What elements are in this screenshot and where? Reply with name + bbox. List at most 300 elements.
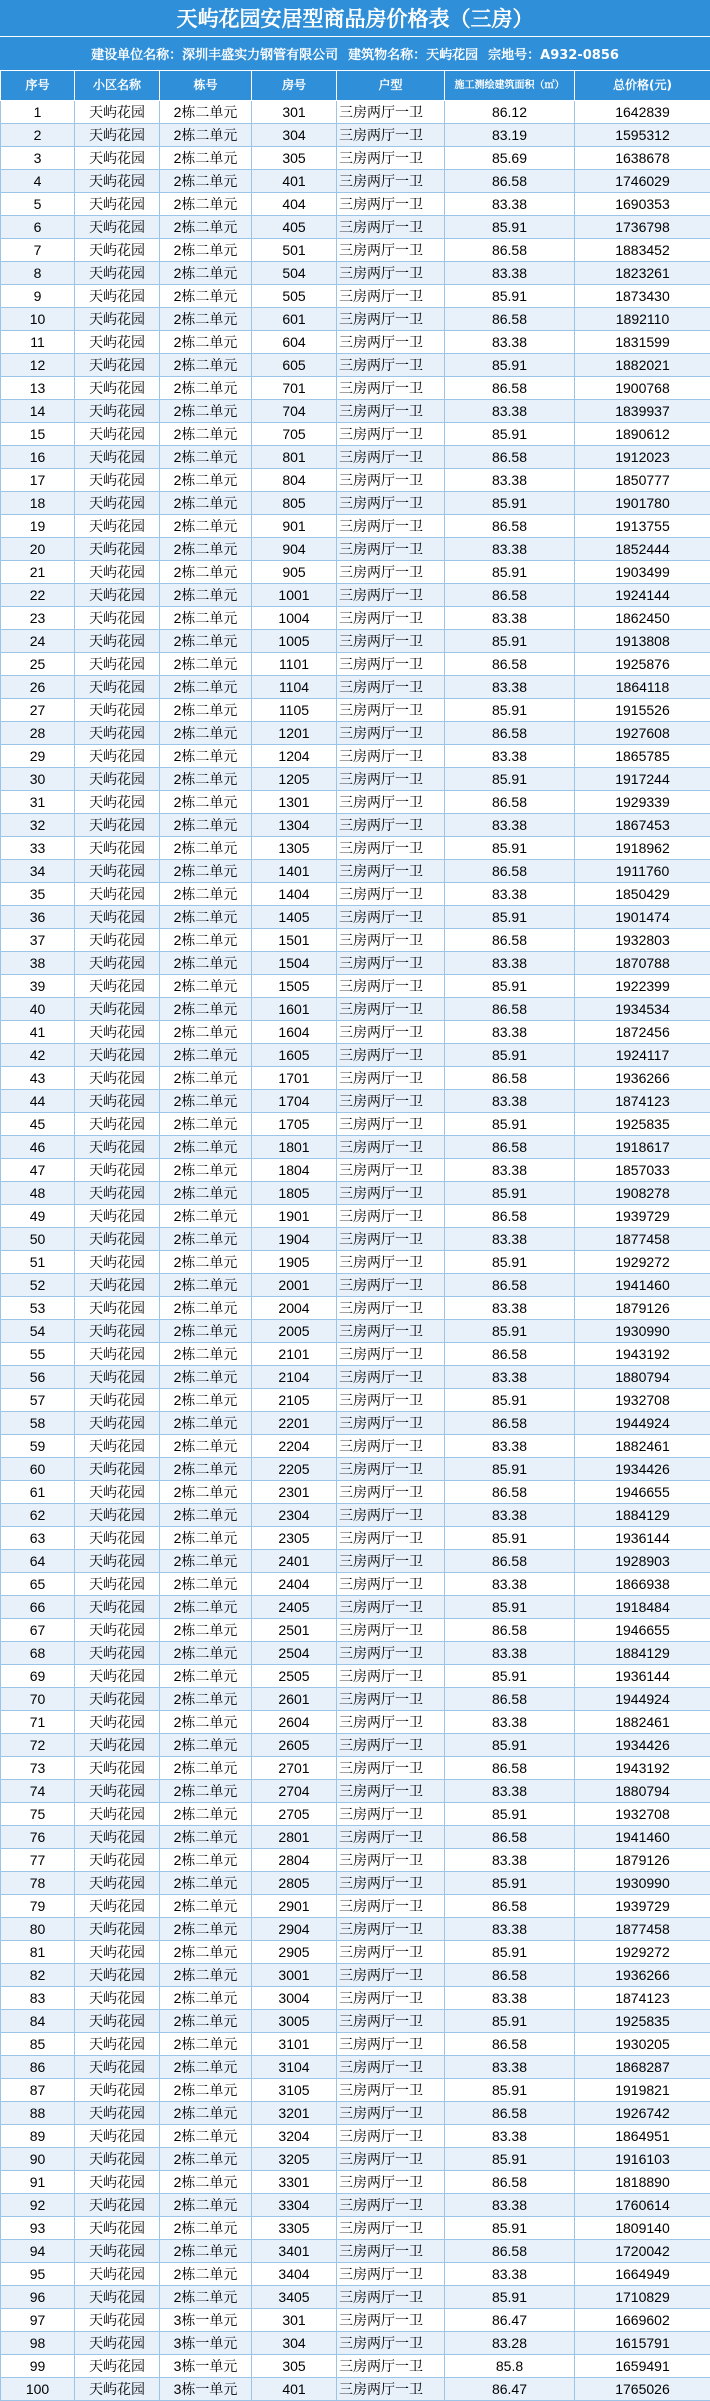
table-row <box>1 170 710 193</box>
cell-community: 天屿花园 <box>75 1113 160 1136</box>
cell-price: 1892110 <box>575 308 710 331</box>
cell-price: 1918617 <box>575 1136 710 1159</box>
cell-price: 1873430 <box>575 285 710 308</box>
table-row <box>1 1987 710 2010</box>
cell-building: 2栋二单元 <box>160 170 252 193</box>
cell-building: 2栋二单元 <box>160 1090 252 1113</box>
cell-area: 83.38 <box>445 1435 575 1458</box>
cell-community: 天屿花园 <box>75 1941 160 1964</box>
cell-room: 2801 <box>252 1826 337 1849</box>
table-row <box>1 1343 710 1366</box>
cell-layout: 三房两厅一卫 <box>337 2171 445 2194</box>
cell-layout: 三房两厅一卫 <box>337 308 445 331</box>
cell-layout: 三房两厅一卫 <box>337 1389 445 1412</box>
cell-room: 3305 <box>252 2217 337 2240</box>
cell-room: 1301 <box>252 791 337 814</box>
cell-area: 85.91 <box>445 1872 575 1895</box>
cell-index: 99 <box>1 2355 75 2378</box>
cell-area: 86.58 <box>445 1136 575 1159</box>
cell-area: 86.58 <box>445 1274 575 1297</box>
cell-layout: 三房两厅一卫 <box>337 1182 445 1205</box>
table-row <box>1 331 710 354</box>
cell-room: 1701 <box>252 1067 337 1090</box>
cell-building: 2栋二单元 <box>160 331 252 354</box>
cell-area: 86.58 <box>445 791 575 814</box>
cell-price: 1884129 <box>575 1504 710 1527</box>
cell-building: 2栋二单元 <box>160 1274 252 1297</box>
cell-building: 2栋二单元 <box>160 1987 252 2010</box>
cell-area: 83.38 <box>445 607 575 630</box>
cell-layout: 三房两厅一卫 <box>337 1734 445 1757</box>
table-row <box>1 1895 710 1918</box>
cell-index: 28 <box>1 722 75 745</box>
cell-price: 1746029 <box>575 170 710 193</box>
cell-building: 2栋二单元 <box>160 262 252 285</box>
cell-community: 天屿花园 <box>75 1619 160 1642</box>
header-row <box>1 71 710 101</box>
cell-price: 1867453 <box>575 814 710 837</box>
cell-layout: 三房两厅一卫 <box>337 2332 445 2355</box>
table-body <box>1 101 710 2401</box>
cell-area: 83.38 <box>445 952 575 975</box>
cell-community: 天屿花园 <box>75 630 160 653</box>
cell-building: 2栋二单元 <box>160 561 252 584</box>
cell-index: 85 <box>1 2033 75 2056</box>
cell-layout: 三房两厅一卫 <box>337 2217 445 2240</box>
table-row <box>1 1918 710 1941</box>
cell-community: 天屿花园 <box>75 1159 160 1182</box>
cell-community: 天屿花园 <box>75 653 160 676</box>
cell-index: 49 <box>1 1205 75 1228</box>
cell-layout: 三房两厅一卫 <box>337 1412 445 1435</box>
cell-community: 天屿花园 <box>75 170 160 193</box>
cell-community: 天屿花园 <box>75 1274 160 1297</box>
cell-index: 93 <box>1 2217 75 2240</box>
cell-index: 65 <box>1 1573 75 1596</box>
cell-index: 22 <box>1 584 75 607</box>
cell-building: 2栋二单元 <box>160 2148 252 2171</box>
cell-building: 2栋二单元 <box>160 791 252 814</box>
cell-index: 84 <box>1 2010 75 2033</box>
cell-area: 83.38 <box>445 1504 575 1527</box>
cell-building: 2栋二单元 <box>160 1780 252 1803</box>
cell-index: 35 <box>1 883 75 906</box>
cell-area: 85.91 <box>445 2286 575 2309</box>
cell-price: 1936144 <box>575 1665 710 1688</box>
cell-layout: 三房两厅一卫 <box>337 492 445 515</box>
cell-community: 天屿花园 <box>75 2355 160 2378</box>
cell-layout: 三房两厅一卫 <box>337 1665 445 1688</box>
cell-community: 天屿花园 <box>75 1343 160 1366</box>
cell-price: 1862450 <box>575 607 710 630</box>
cell-building: 2栋二单元 <box>160 2263 252 2286</box>
cell-area: 86.58 <box>445 1757 575 1780</box>
cell-area: 85.91 <box>445 1941 575 1964</box>
cell-price: 1877458 <box>575 1228 710 1251</box>
cell-index: 92 <box>1 2194 75 2217</box>
cell-price: 1932708 <box>575 1389 710 1412</box>
cell-room: 2601 <box>252 1688 337 1711</box>
cell-building: 2栋二单元 <box>160 239 252 262</box>
cell-building: 2栋二单元 <box>160 1343 252 1366</box>
cell-price: 1927608 <box>575 722 710 745</box>
cell-community: 天屿花园 <box>75 1297 160 1320</box>
cell-layout: 三房两厅一卫 <box>337 2056 445 2079</box>
cell-price: 1946655 <box>575 1619 710 1642</box>
cell-building: 2栋二单元 <box>160 101 252 124</box>
cell-building: 2栋二单元 <box>160 1872 252 1895</box>
cell-area: 86.58 <box>445 860 575 883</box>
cell-price: 1852444 <box>575 538 710 561</box>
cell-building: 2栋二单元 <box>160 952 252 975</box>
table-row <box>1 1389 710 1412</box>
cell-price: 1882461 <box>575 1711 710 1734</box>
cell-room: 1605 <box>252 1044 337 1067</box>
cell-community: 天屿花园 <box>75 469 160 492</box>
cell-building: 2栋二单元 <box>160 1619 252 1642</box>
cell-room: 2104 <box>252 1366 337 1389</box>
cell-building: 2栋二单元 <box>160 584 252 607</box>
cell-community: 天屿花园 <box>75 331 160 354</box>
cell-room: 1001 <box>252 584 337 607</box>
cell-index: 34 <box>1 860 75 883</box>
cell-room: 1505 <box>252 975 337 998</box>
cell-room: 405 <box>252 216 337 239</box>
cell-room: 2301 <box>252 1481 337 1504</box>
cell-community: 天屿花园 <box>75 515 160 538</box>
cell-index: 94 <box>1 2240 75 2263</box>
cell-room: 1205 <box>252 768 337 791</box>
cell-area: 85.91 <box>445 1596 575 1619</box>
cell-area: 86.58 <box>445 239 575 262</box>
cell-community: 天屿花园 <box>75 1550 160 1573</box>
cell-area: 86.58 <box>445 2240 575 2263</box>
cell-index: 1 <box>1 101 75 124</box>
cell-index: 95 <box>1 2263 75 2286</box>
cell-layout: 三房两厅一卫 <box>337 1067 445 1090</box>
cell-layout: 三房两厅一卫 <box>337 1596 445 1619</box>
cell-layout: 三房两厅一卫 <box>337 584 445 607</box>
cell-price: 1936144 <box>575 1527 710 1550</box>
table-row <box>1 791 710 814</box>
cell-index: 96 <box>1 2286 75 2309</box>
cell-community: 天屿花园 <box>75 1895 160 1918</box>
cell-community: 天屿花园 <box>75 1757 160 1780</box>
cell-price: 1924144 <box>575 584 710 607</box>
table-row <box>1 1757 710 1780</box>
cell-area: 86.58 <box>445 308 575 331</box>
cell-building: 2栋二单元 <box>160 2286 252 2309</box>
cell-area: 85.91 <box>445 2148 575 2171</box>
cell-room: 301 <box>252 101 337 124</box>
table-row <box>1 101 710 124</box>
cell-price: 1765026 <box>575 2378 710 2401</box>
cell-price: 1913755 <box>575 515 710 538</box>
cell-index: 48 <box>1 1182 75 1205</box>
table-row <box>1 1136 710 1159</box>
cell-community: 天屿花园 <box>75 1021 160 1044</box>
table-row <box>1 814 710 837</box>
developer-name: 深圳丰盛实力钢管有限公司 <box>182 48 339 63</box>
table-row <box>1 216 710 239</box>
cell-layout: 三房两厅一卫 <box>337 2378 445 2401</box>
cell-room: 2501 <box>252 1619 337 1642</box>
cell-area: 83.38 <box>445 2056 575 2079</box>
table-row <box>1 561 710 584</box>
cell-community: 天屿花园 <box>75 584 160 607</box>
cell-layout: 三房两厅一卫 <box>337 952 445 975</box>
cell-index: 68 <box>1 1642 75 1665</box>
cell-layout: 三房两厅一卫 <box>337 2309 445 2332</box>
parcel-label: 宗地号： <box>488 48 541 63</box>
cell-room: 1304 <box>252 814 337 837</box>
cell-room: 601 <box>252 308 337 331</box>
table-row <box>1 1320 710 1343</box>
cell-layout: 三房两厅一卫 <box>337 2240 445 2263</box>
table-row <box>1 860 710 883</box>
cell-room: 801 <box>252 446 337 469</box>
cell-price: 1918484 <box>575 1596 710 1619</box>
cell-area: 83.38 <box>445 1780 575 1803</box>
cell-layout: 三房两厅一卫 <box>337 1849 445 1872</box>
cell-room: 1401 <box>252 860 337 883</box>
cell-community: 天屿花园 <box>75 791 160 814</box>
cell-room: 3004 <box>252 1987 337 2010</box>
cell-building: 2栋二单元 <box>160 1665 252 1688</box>
cell-price: 1736798 <box>575 216 710 239</box>
cell-price: 1916103 <box>575 2148 710 2171</box>
cell-room: 305 <box>252 147 337 170</box>
cell-price: 1760614 <box>575 2194 710 2217</box>
cell-area: 85.91 <box>445 354 575 377</box>
cell-room: 705 <box>252 423 337 446</box>
table-row <box>1 676 710 699</box>
table-row <box>1 1596 710 1619</box>
cell-room: 3205 <box>252 2148 337 2171</box>
table-row <box>1 2332 710 2355</box>
cell-index: 55 <box>1 1343 75 1366</box>
cell-layout: 三房两厅一卫 <box>337 745 445 768</box>
cell-index: 15 <box>1 423 75 446</box>
cell-community: 天屿花园 <box>75 1711 160 1734</box>
parcel-number: A932-0856 <box>540 48 619 63</box>
cell-building: 2栋二单元 <box>160 699 252 722</box>
header-community: 小区名称 <box>75 71 160 101</box>
cell-price: 1929272 <box>575 1941 710 1964</box>
cell-area: 83.38 <box>445 1159 575 1182</box>
cell-building: 2栋二单元 <box>160 1826 252 1849</box>
cell-area: 83.38 <box>445 1366 575 1389</box>
cell-room: 1905 <box>252 1251 337 1274</box>
cell-price: 1934426 <box>575 1734 710 1757</box>
cell-index: 31 <box>1 791 75 814</box>
table-row <box>1 1274 710 1297</box>
cell-price: 1809140 <box>575 2217 710 2240</box>
building-info <box>348 44 478 63</box>
cell-community: 天屿花园 <box>75 1803 160 1826</box>
cell-price: 1865785 <box>575 745 710 768</box>
cell-layout: 三房两厅一卫 <box>337 1872 445 1895</box>
cell-price: 1929339 <box>575 791 710 814</box>
cell-community: 天屿花园 <box>75 216 160 239</box>
cell-index: 100 <box>1 2378 75 2401</box>
cell-room: 1501 <box>252 929 337 952</box>
table-row <box>1 285 710 308</box>
cell-community: 天屿花园 <box>75 2033 160 2056</box>
developer-label: 建设单位名称： <box>91 48 183 63</box>
table-row <box>1 2010 710 2033</box>
cell-price: 1930990 <box>575 1320 710 1343</box>
cell-layout: 三房两厅一卫 <box>337 722 445 745</box>
cell-building: 2栋二单元 <box>160 998 252 1021</box>
cell-community: 天屿花园 <box>75 1182 160 1205</box>
cell-room: 305 <box>252 2355 337 2378</box>
cell-area: 86.58 <box>445 1481 575 1504</box>
cell-price: 1880794 <box>575 1780 710 1803</box>
cell-community: 天屿花园 <box>75 860 160 883</box>
cell-index: 45 <box>1 1113 75 1136</box>
cell-price: 1925876 <box>575 653 710 676</box>
cell-price: 1857033 <box>575 1159 710 1182</box>
cell-index: 41 <box>1 1021 75 1044</box>
cell-community: 天屿花园 <box>75 1642 160 1665</box>
cell-building: 2栋二单元 <box>160 469 252 492</box>
cell-room: 805 <box>252 492 337 515</box>
cell-building: 3栋一单元 <box>160 2332 252 2355</box>
cell-index: 69 <box>1 1665 75 1688</box>
cell-building: 2栋二单元 <box>160 1964 252 1987</box>
cell-price: 1915526 <box>575 699 710 722</box>
cell-building: 2栋二单元 <box>160 2056 252 2079</box>
cell-layout: 三房两厅一卫 <box>337 1757 445 1780</box>
table-row <box>1 1090 710 1113</box>
table-row <box>1 354 710 377</box>
table-row <box>1 1849 710 1872</box>
cell-price: 1928903 <box>575 1550 710 1573</box>
cell-price: 1917244 <box>575 768 710 791</box>
cell-layout: 三房两厅一卫 <box>337 1895 445 1918</box>
cell-community: 天屿花园 <box>75 1412 160 1435</box>
cell-building: 2栋二单元 <box>160 1895 252 1918</box>
cell-area: 83.28 <box>445 2332 575 2355</box>
cell-price: 1659491 <box>575 2355 710 2378</box>
cell-layout: 三房两厅一卫 <box>337 239 445 262</box>
cell-room: 1901 <box>252 1205 337 1228</box>
table-row <box>1 1159 710 1182</box>
cell-area: 85.91 <box>445 1734 575 1757</box>
cell-area: 85.91 <box>445 1044 575 1067</box>
cell-price: 1868287 <box>575 2056 710 2079</box>
cell-room: 3104 <box>252 2056 337 2079</box>
table-row <box>1 2355 710 2378</box>
cell-community: 天屿花园 <box>75 2125 160 2148</box>
cell-community: 天屿花园 <box>75 1964 160 1987</box>
cell-room: 2901 <box>252 1895 337 1918</box>
cell-index: 30 <box>1 768 75 791</box>
cell-room: 1805 <box>252 1182 337 1205</box>
cell-area: 83.38 <box>445 1228 575 1251</box>
cell-room: 904 <box>252 538 337 561</box>
table-row <box>1 2309 710 2332</box>
cell-building: 2栋二单元 <box>160 1067 252 1090</box>
cell-price: 1882461 <box>575 1435 710 1458</box>
cell-building: 2栋二单元 <box>160 515 252 538</box>
cell-price: 1669602 <box>575 2309 710 2332</box>
cell-building: 2栋二单元 <box>160 538 252 561</box>
sheet-info-bar <box>0 37 710 70</box>
cell-area: 85.91 <box>445 2217 575 2240</box>
table-row <box>1 1435 710 1458</box>
cell-price: 1908278 <box>575 1182 710 1205</box>
cell-building: 2栋二单元 <box>160 722 252 745</box>
cell-community: 天屿花园 <box>75 492 160 515</box>
cell-price: 1941460 <box>575 1274 710 1297</box>
cell-layout: 三房两厅一卫 <box>337 1573 445 1596</box>
cell-index: 29 <box>1 745 75 768</box>
cell-area: 83.38 <box>445 193 575 216</box>
cell-index: 20 <box>1 538 75 561</box>
cell-layout: 三房两厅一卫 <box>337 1550 445 1573</box>
table-row <box>1 1941 710 1964</box>
cell-room: 2705 <box>252 1803 337 1826</box>
cell-community: 天屿花园 <box>75 1435 160 1458</box>
cell-building: 2栋二单元 <box>160 975 252 998</box>
cell-index: 50 <box>1 1228 75 1251</box>
cell-price: 1900768 <box>575 377 710 400</box>
table-row <box>1 193 710 216</box>
cell-layout: 三房两厅一卫 <box>337 1527 445 1550</box>
cell-price: 1912023 <box>575 446 710 469</box>
cell-room: 2201 <box>252 1412 337 1435</box>
cell-room: 901 <box>252 515 337 538</box>
table-row <box>1 2079 710 2102</box>
cell-room: 1504 <box>252 952 337 975</box>
cell-building: 2栋二单元 <box>160 1159 252 1182</box>
cell-layout: 三房两厅一卫 <box>337 676 445 699</box>
cell-area: 85.8 <box>445 2355 575 2378</box>
cell-index: 79 <box>1 1895 75 1918</box>
cell-area: 85.91 <box>445 423 575 446</box>
cell-room: 2904 <box>252 1918 337 1941</box>
cell-price: 1642839 <box>575 101 710 124</box>
cell-price: 1932708 <box>575 1803 710 1826</box>
cell-room: 1201 <box>252 722 337 745</box>
cell-layout: 三房两厅一卫 <box>337 1343 445 1366</box>
table-row <box>1 1826 710 1849</box>
cell-room: 1004 <box>252 607 337 630</box>
table-row <box>1 446 710 469</box>
cell-room: 2505 <box>252 1665 337 1688</box>
cell-community: 天屿花园 <box>75 1872 160 1895</box>
table-row <box>1 1021 710 1044</box>
cell-index: 42 <box>1 1044 75 1067</box>
cell-layout: 三房两厅一卫 <box>337 768 445 791</box>
cell-price: 1880794 <box>575 1366 710 1389</box>
cell-price: 1879126 <box>575 1849 710 1872</box>
header-building: 栋号 <box>160 71 252 101</box>
cell-room: 1101 <box>252 653 337 676</box>
cell-index: 9 <box>1 285 75 308</box>
table-row <box>1 1964 710 1987</box>
cell-room: 2404 <box>252 1573 337 1596</box>
cell-index: 43 <box>1 1067 75 1090</box>
cell-index: 52 <box>1 1274 75 1297</box>
cell-index: 66 <box>1 1596 75 1619</box>
cell-index: 19 <box>1 515 75 538</box>
cell-building: 3栋一单元 <box>160 2378 252 2401</box>
cell-building: 2栋二单元 <box>160 1573 252 1596</box>
cell-building: 2栋二单元 <box>160 1205 252 1228</box>
